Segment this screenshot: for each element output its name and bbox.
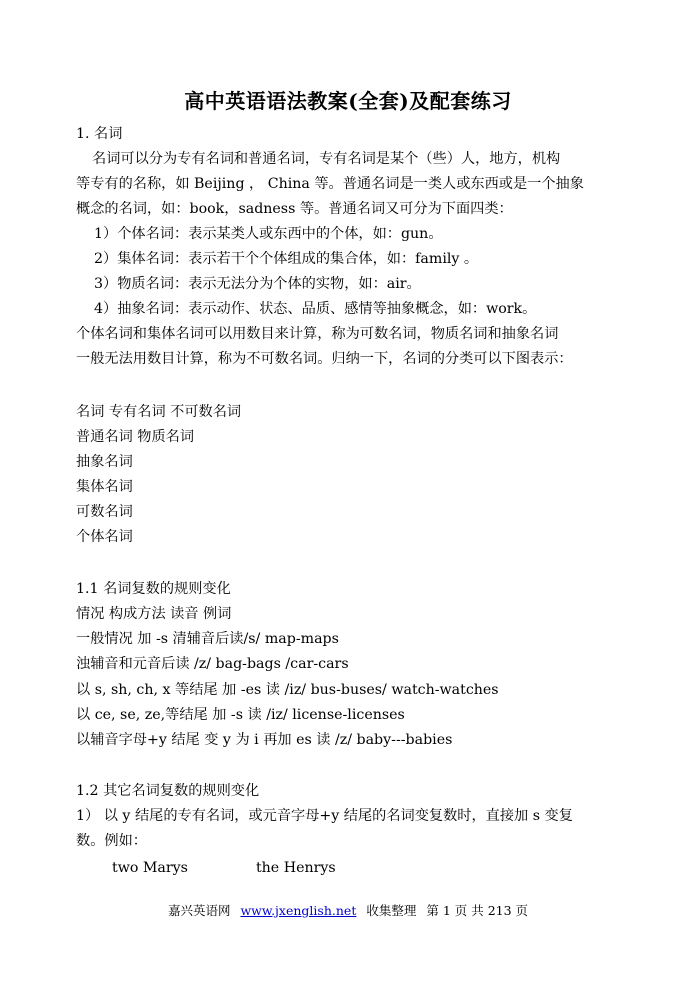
rule-line: 一般情况 加 -s 清辅音后读/s/ map-maps xyxy=(76,631,339,647)
list-item: 3）物质名词：表示无法分为个体的实物，如：air。 xyxy=(94,276,421,292)
example-first: two Marys xyxy=(112,860,188,876)
example-second: the Henrys xyxy=(255,860,336,876)
table-header-line: 情况 构成方法 读音 例词 xyxy=(76,606,232,622)
rule-line: 以 s, sh, ch, x 等结尾 加 -es 读 /iz/ bus-buses/ watch-watches xyxy=(76,682,499,698)
footer-site-name: 嘉兴英语网 xyxy=(167,903,231,918)
example-line xyxy=(112,858,336,878)
paragraph-line: 概念的名词，如：book，sadness 等。普通名词又可分为下面四类： xyxy=(76,201,513,217)
classification-line: 名词 专有名词 不可数名词 xyxy=(76,404,242,420)
section-heading-other-plural-rules: 1.2 其它名词复数的规则变化 xyxy=(76,783,260,799)
paragraph-line: 名词可以分为专有名词和普通名词，专有名词是某个（些）人，地方，机构 xyxy=(92,151,561,167)
rule-line: 以辅音字母+y 结尾 变 y 为 i 再加 es 读 /z/ baby---babies xyxy=(76,732,453,748)
classification-line: 集体名词 xyxy=(76,479,133,495)
list-item: 4）抽象名词：表示动作、状态、品质、感情等抽象概念，如：work。 xyxy=(94,301,537,317)
list-item: 2）集体名词：表示若干个个体组成的集合体，如：family 。 xyxy=(94,251,479,267)
document-title: 高中英语语法教案(全套)及配套练习 xyxy=(184,89,512,113)
footer-page-info: 第 1 页 共 213 页 xyxy=(426,903,529,918)
paragraph-line: 1） 以 y 结尾的专有名词，或元音字母+y 结尾的名词变复数时，直接加 s 变复 xyxy=(76,808,573,824)
section-heading-nouns: 1. 名词 xyxy=(76,126,123,142)
footer-site-link[interactable]: www.jxenglish.net xyxy=(240,903,357,918)
classification-line: 个体名词 xyxy=(76,529,133,545)
list-item: 1）个体名词：表示某类人或东西中的个体，如：gun。 xyxy=(94,226,443,242)
classification-line: 普通名词 物质名词 xyxy=(76,429,195,445)
classification-line: 抽象名词 xyxy=(76,454,133,470)
paragraph-line: 一般无法用数目计算，称为不可数名词。归纳一下，名词的分类可以下图表示： xyxy=(76,351,573,367)
rule-line: 以 ce, se, ze,等结尾 加 -s 读 /iz/ license-licenses xyxy=(76,707,405,723)
paragraph-line: 等专有的名称，如 Beijing ， China 等。普通名词是一类人或东西或是一个抽象 xyxy=(76,176,584,192)
rule-line: 浊辅音和元音后读 /z/ bag-bags /car-cars xyxy=(76,656,349,672)
footer-collected: 收集整理 xyxy=(366,903,417,918)
paragraph-line: 数。例如： xyxy=(76,833,147,849)
section-heading-plural-rules: 1.1 名词复数的规则变化 xyxy=(76,581,231,597)
paragraph-line: 个体名词和集体名词可以用数目来计算，称为可数名词，物质名词和抽象名词 xyxy=(76,326,559,342)
classification-line: 可数名词 xyxy=(76,504,133,520)
page-footer xyxy=(0,901,696,919)
